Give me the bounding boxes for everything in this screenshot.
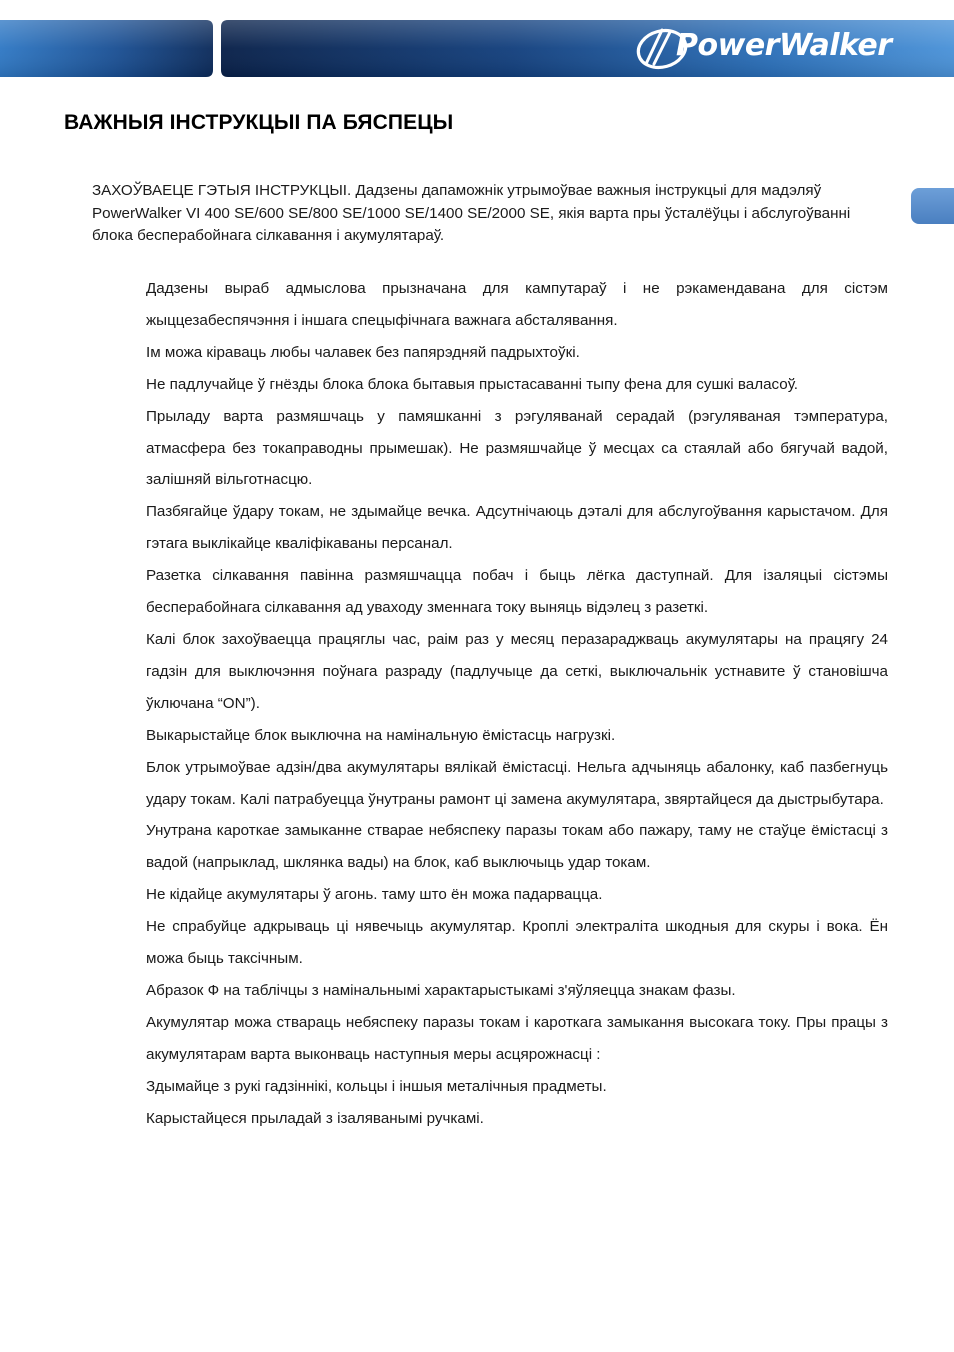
list-item: Выкарыстайце блок выключна на намінальную ёмістасць нагрузкі. (146, 726, 616, 744)
list-item: Здымайце з рукі гадзіннікі, кольцы і іншыя металічныя прадметы. (146, 1077, 607, 1095)
list-item: Не спрабуйце адкрываць ці нявечыць акумулятар. Кроплі электраліта шкодныя для скуры і вока. Ён можа быць таксічным. (146, 918, 888, 968)
list-item: Унутрана кароткае замыканне ствараe небяспеку паразы токам або пажару, таму не стаўце ёмістасці з вадой (напрыклад, шклянка вады) на блок, каб выключыць удар токам. (146, 822, 888, 872)
list-item: Абразок Ф на таблічцы з намінальнымі характарыстыкамі з'яўляецца знакам фазы. (146, 981, 736, 999)
list-item: Разетка сілкавання павінна размяшчацца побач і быць лёгка даступнай. Для ізаляцыі сістэмы бесперабойнага сілкавання ад уваходу зменнага току выняць відэлец з разеткі. (146, 567, 888, 617)
list-item: Блок утрымоўвае адзін/два акумулятары вялікай ёмістасці. Нельга адчыняць абалонку, каб пазбегнуць удару токам. Калі патрабуецца ўнутраны рамонт ці замена акумулятара, звяртайцеся да дыстрыбутара. (146, 758, 888, 808)
intro-paragraph: ЗАХОЎВАЕЦЕ ГЭТЫЯ ІНСТРУКЦЫІ. Дадзены дапаможнік утрымоўвае важныя інструкцыі для мадэляў PowerWalker VI 400 SE/600 SE/800 SE/1000 SE/1400 SE/2000 SE, якія варта пры ўсталёўцы і абслугоўванні блока бесперабойнага сілкавання і акумулятараў. (92, 182, 851, 244)
list-item: Карыстайцеся прыладай з ізаляванымі ручкамі. (146, 1109, 484, 1127)
header-banner (0, 0, 954, 80)
list-item: Пазбягайце ўдару токам, не здымайце вечка. Адсутнічаюць дэталі для абслугоўвання карыстачом. Для гэтага выклікайце кваліфікаваны персанал. (146, 503, 888, 553)
list-item: Акумулятар можа ствараць небяспеку паразы токам і кароткага замыкання высокага току. Пры працы з акумулятарам варта выконваць наступныя меры асцярожнасці : (146, 1013, 888, 1063)
list-item: Калі блок захоўваецца працяглы час, раім раз у месяц перазараджваць акумулятары на працягу 24 гадзін для выключэння поўнага разраду (падлучыце да сеткі, выключальнік устнавите ў становішча ўключана “ON”). (146, 630, 888, 712)
list-item: Дадзены выраб адмыслова прызначана для кампутараў і не рэкамендавана для сістэм жыццезабеспячэння і іншага спецыфічнага важнага абсталявання. (146, 280, 888, 329)
page-title: ВАЖНЫЯ ІНСТРУКЦЫІ ПА БЯСПЕЦЫ (64, 111, 454, 134)
list-item: Ім можа кіраваць любы чалавек без папярэдняй падрыхтоўкі. (146, 343, 580, 361)
list-item: Не падлучайце ў гнёзды блока блока бытавыя прыстасаванні тыпу фена для сушкі валасоў. (146, 375, 799, 393)
list-item: Не кідайце акумулятары ў агонь. таму што ён можа падарвацца. (146, 886, 603, 904)
side-tab-marker (911, 188, 954, 224)
brand-logo-text: PowerWalker (676, 28, 892, 63)
list-item: Прыладу варта размяшчаць у памяшканні з рэгуляванай серадай (рэгуляваная тэмпература, атмасфера без токаправодны прымешак). Не размяшчайце ў месцах са стаялай або бягучай вадой, залішняй вільготнасцю. (146, 407, 888, 489)
safety-instructions-list (146, 273, 888, 1134)
